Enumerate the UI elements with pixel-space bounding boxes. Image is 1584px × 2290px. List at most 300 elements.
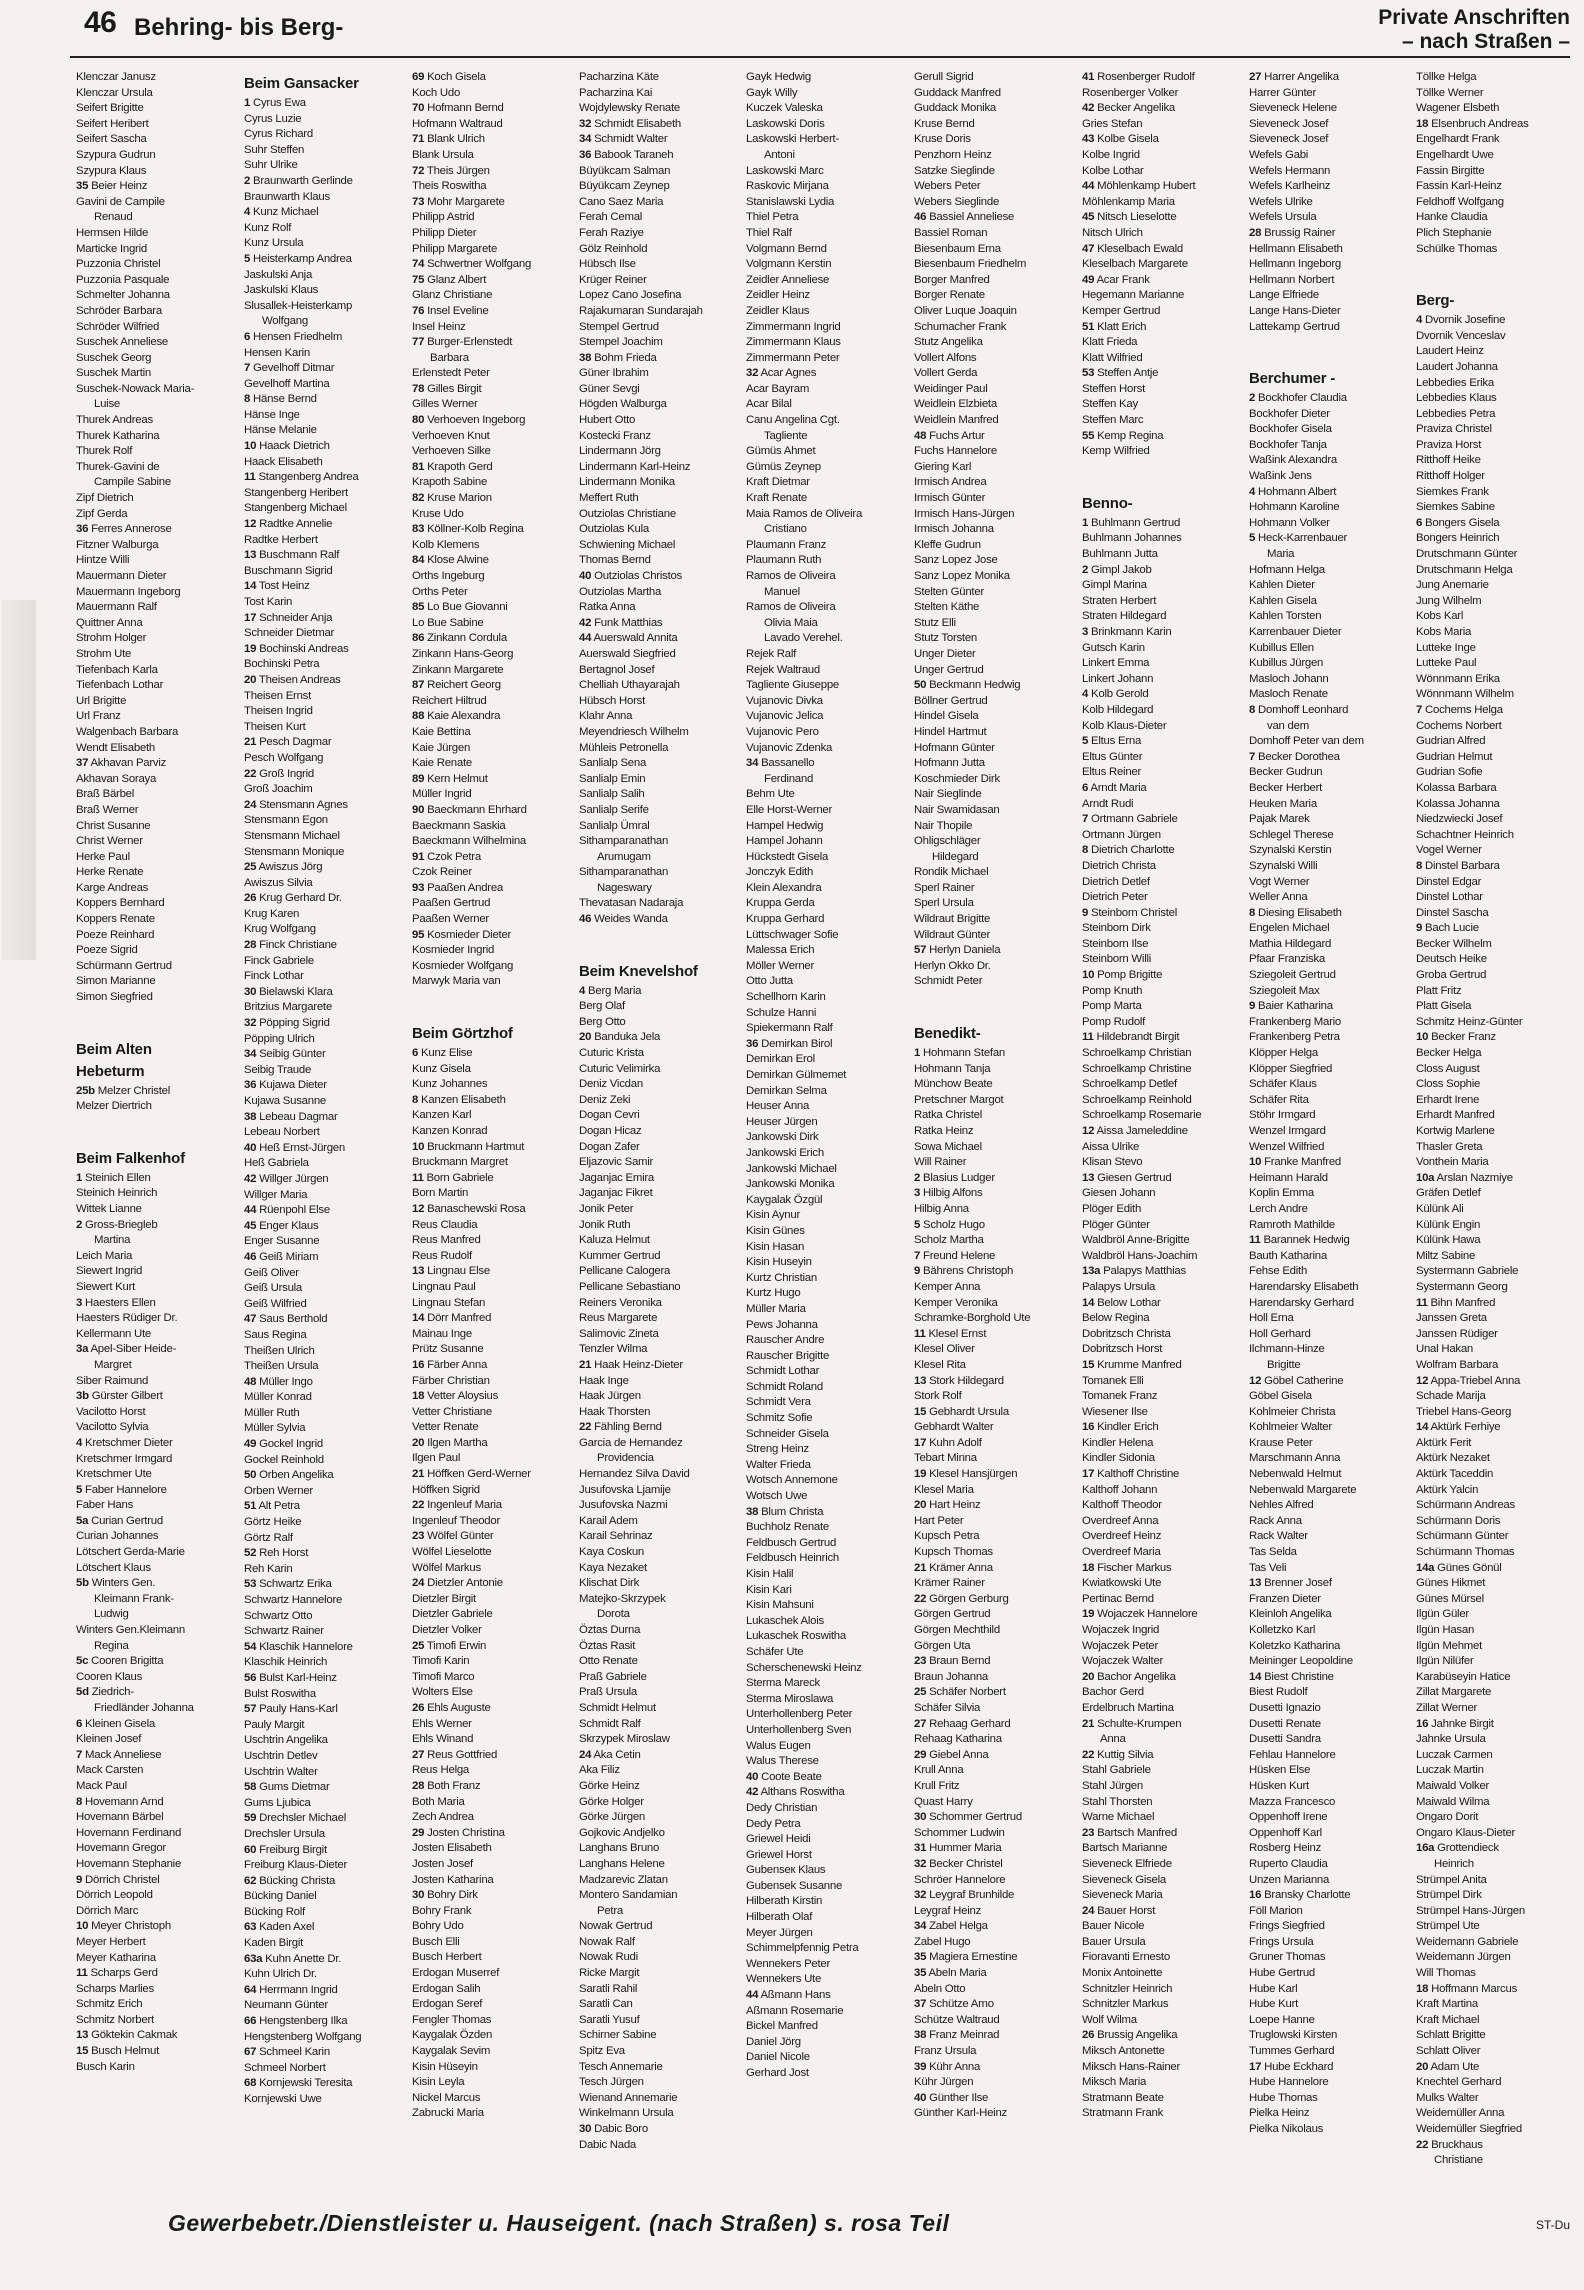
directory-entry: Praviza Christel [1416,423,1492,436]
directory-entry: Ilgün Mehmet [1416,1639,1483,1652]
directory-entry: Stratmann Frank [1082,2107,1164,2120]
directory-entry: Büyükcam Salman [579,164,671,177]
directory-entry: Sanlialp Salih [579,788,645,801]
directory-entry: Görgen Gertrud [914,1608,991,1621]
directory-entry: Sieveneck Josef [1249,133,1329,146]
directory-entry: Strümpel Dirk [1416,1889,1482,1902]
directory-entry: Kurtz Hugo [746,1287,801,1300]
house-number: 17 [244,611,257,624]
directory-entry: Skrzypek Miroslaw [579,1733,670,1746]
directory-entry: Lutteke Paul [1416,657,1477,670]
directory-entry: Sanz Lopez Monika [914,570,1010,582]
directory-entry: Schürmann Gertrud [76,959,172,972]
directory-entry: Lavado Verehel. [764,632,843,645]
house-number: 8 [412,1093,419,1106]
directory-entry: Stelten Günter [914,585,984,598]
directory-entry: 95 Kosmieder Dieter [412,928,512,941]
house-number: 63 [244,1921,257,1934]
directory-entry: Karrenbauer Dieter [1249,626,1342,638]
directory-entry: Görtz Heike [244,1516,302,1529]
directory-entry: Kobs Maria [1416,626,1472,638]
directory-entry: 14 Tost Heinz [244,580,310,593]
house-number: 37 [914,1998,927,2011]
house-number: 1 [1082,516,1089,529]
directory-entry: Görgen Uta [914,1639,971,1652]
directory-entry: Gimpl Marina [1082,579,1147,592]
house-number: 7 [914,1249,921,1262]
house-number: 44 [746,1989,759,2002]
directory-entry: Gries Stefan [1082,117,1143,130]
directory-entry: 34 Schmidt Walter [579,133,668,146]
column-6 [914,70,1082,2205]
directory-entry: Schmitz Heinz-Günter [1416,1015,1523,1028]
house-number: 49 [1082,273,1095,286]
house-number: 62 [244,1874,257,1887]
directory-entry: 17 Kuhn Adolf [914,1436,982,1449]
house-number: 19 [244,642,257,655]
house-number: 18 [1416,117,1429,130]
directory-entry: Hellmann Ingeborg [1249,258,1341,271]
directory-entry: Krug Karen [244,907,300,920]
directory-entry: 38 Franz Meinrad [914,2029,1000,2042]
directory-entry: Spitz Eva [579,2045,625,2058]
directory-entry: 67 Schmeel Karin [244,2046,330,2059]
directory-entry: Schmitz Norbert [76,2013,154,2026]
directory-entry: Bassiel Roman [914,226,988,239]
house-number: 2 [914,1171,921,1184]
directory-entry: Hilberath Olaf [746,1911,813,1924]
directory-entry: Kaygalak Özden [412,2029,493,2042]
house-number: 9 [914,1265,921,1278]
directory-entry: Bauth Katharina [1249,1249,1327,1262]
house-number: 81 [412,460,425,473]
directory-entry: Simon Marianne [76,975,156,988]
house-number: 38 [746,1505,759,1518]
directory-entry: 2 Gimpl Jakob [1082,563,1152,576]
house-number: 10a [1416,1171,1435,1184]
directory-entry: Lattekamp Gertrud [1249,320,1340,333]
directory-entry: Pfaar Franziska [1249,953,1326,966]
house-number: 13 [1082,1171,1095,1184]
directory-entry: Schroelkamp Detlef [1082,1078,1177,1091]
directory-entry: Tomanek Franz [1082,1390,1158,1403]
house-number: 21 [914,1561,927,1574]
house-number: 16 [1249,1889,1262,1902]
directory-entry: Busch Herbert [412,1951,482,1964]
directory-entry: Vacilotto Sylvia [76,1421,149,1434]
directory-entry: 7 Becker Dorothea [1249,750,1340,763]
directory-entry: Gerull Sigrid [914,71,974,83]
directory-entry: Margret [94,1358,132,1371]
directory-entry: Cyrus Richard [244,128,313,141]
directory-entry: Linkert Johann [1082,672,1154,685]
directory-entry: Closs August [1416,1062,1480,1075]
directory-entry: Outziolas Martha [579,585,662,598]
directory-entry: Cochems Norbert [1416,719,1502,732]
directory-entry: Prütz Susanne [412,1343,484,1356]
directory-entry: 11 Bihn Manfred [1416,1296,1496,1309]
directory-entry: Leich Maria [76,1249,133,1262]
directory-entry: Siber Raimund [76,1374,149,1387]
directory-entry: Wennekers Ute [746,1973,822,1986]
directory-entry: Schröder Barbara [76,304,162,317]
directory-entry: Vacilotto Horst [76,1405,146,1418]
directory-entry: Lingnau Stefan [412,1296,486,1309]
directory-entry: Unal Hakan [1416,1343,1474,1356]
directory-entry: Nair Swamidasan [914,803,1000,816]
directory-entry: Zimmermann Ingrid [746,320,841,333]
directory-entry: Kruse Udo [412,507,464,520]
directory-entry: Maria [1267,548,1295,561]
directory-entry: 10 Meyer Christoph [76,1920,171,1933]
directory-entry: Seifert Heribert [76,117,149,130]
house-number: 74 [412,258,425,271]
house-number: 14 [1249,1670,1262,1683]
directory-entry: Steffen Kay [1082,398,1138,411]
directory-entry: Verhoeven Silke [412,445,491,458]
directory-entry: Schnitzler Heinrich [1082,1982,1173,1995]
directory-entry: Cristiano [764,523,807,536]
house-number: 5 [244,252,251,265]
directory-entry: Ehls Winand [412,1733,474,1746]
directory-entry: Gudrian Sofie [1416,766,1483,779]
directory-entry: 8 Dietrich Charlotte [1082,844,1175,857]
house-number: 12 [412,1202,425,1215]
directory-entry: 22 Ingenleuf Maria [412,1499,502,1512]
directory-entry: Kolb Hildegard [1082,703,1154,716]
directory-entry: Weidlein Elzbieta [914,398,997,411]
directory-entry: Klesel Oliver [914,1343,975,1356]
directory-entry: Kisin Kari [746,1583,792,1596]
house-number: 17 [914,1436,927,1449]
house-number: 86 [412,632,425,645]
directory-entry: Mauermann Ingeborg [76,585,181,598]
directory-entry: 5 Eltus Erna [1082,735,1142,748]
directory-entry: Sithamparanathan [579,835,669,848]
house-number: 90 [412,803,425,816]
directory-entry: Dusetti Sandra [1249,1733,1321,1746]
directory-entry: Cuturic Krista [579,1047,644,1060]
directory-entry: 25 Awiszus Jörg [244,861,323,874]
directory-entry: 89 Kern Helmut [412,772,488,785]
directory-entry: Enger Susanne [244,1235,320,1248]
directory-entry: Vollert Gerda [914,367,978,380]
directory-entry: Wönnmann Erika [1416,672,1500,685]
directory-entry: Becker Helga [1416,1047,1482,1060]
directory-entry: Pacharzina Kai [579,86,653,99]
directory-entry: Koppers Bernhard [76,897,165,910]
house-number: 6 [244,330,251,343]
directory-entry: Kornjewski Uwe [244,2093,322,2105]
directory-entry: Penzhorn Heinz [914,148,992,161]
house-number: 11 [914,1327,926,1340]
directory-entry: Stensmann Michael [244,829,340,842]
house-number: 46 [244,1250,257,1263]
house-number: 7 [1416,703,1423,716]
directory-entry: 5c Cooren Brigitta [76,1655,164,1668]
street-heading: Beim Knevelshof [579,962,698,980]
house-number: 5a [76,1514,89,1527]
directory-entry: Friedländer Johanna [94,1702,194,1714]
directory-entry: Thurek-Gavini de [76,460,160,473]
directory-entry: 14 Aktürk Ferhiye [1416,1421,1501,1434]
directory-entry: Schürmann Doris [1416,1514,1501,1527]
house-number: 16a [1416,1842,1435,1855]
directory-entry: 42 Willger Jürgen [244,1172,329,1185]
directory-entry: 9 Bach Lucie [1416,922,1479,935]
directory-entry: 11 Barannek Hedwig [1249,1234,1350,1247]
house-number: 7 [1249,750,1256,763]
directory-entry: 15 Krumme Manfred [1082,1358,1182,1371]
directory-entry: 8 Hovemann Arnd [76,1795,164,1808]
directory-entry: Stensmann Monique [244,845,345,858]
directory-entry: Schwartz Hannelore [244,1594,343,1606]
directory-entry: Klisan Stevo [1082,1156,1143,1169]
house-number: 51 [1082,320,1095,333]
house-number: 44 [1082,180,1095,193]
directory-entry: 12 Göbel Catherine [1249,1374,1344,1387]
directory-entry: 44 Auerswald Annita [579,632,678,645]
directory-entry: 25 Schäfer Norbert [914,1686,1006,1699]
directory-entry: Weller Anna [1249,891,1308,904]
directory-entry: Nair Sieglinde [914,788,982,801]
directory-entry: Heuken Maria [1249,797,1317,810]
directory-entry: Aissa Ulrike [1082,1140,1140,1153]
directory-entry: 15 Gebhardt Ursula [914,1405,1009,1418]
directory-entry: 64 Herrmann Ingrid [244,1983,338,1996]
directory-entry: Stangenberg Michael [244,502,347,515]
directory-entry: Erhardt Manfred [1416,1109,1495,1122]
directory-entry: Meininger Leopoldine [1249,1655,1353,1668]
directory-entry: Mauermann Dieter [76,570,167,582]
directory-entry: Stempel Joachim [579,336,663,349]
directory-entry: Höffken Sigrid [412,1483,480,1496]
directory-entry: Kleselbach Margarete [1082,258,1188,271]
directory-entry: Walter Frieda [746,1458,811,1471]
house-number: 10 [244,440,257,453]
house-number: 22 [1082,1748,1095,1761]
directory-entry: Ritthoff Heike [1416,454,1481,467]
directory-entry: Unterhollenberg Sven [746,1723,852,1736]
directory-entry: Heuser Jürgen [746,1115,818,1128]
directory-entry: Wefels Ulrike [1249,195,1313,208]
directory-entry: 4 Kunz Michael [244,206,319,219]
directory-entry: Hintze Willi [76,554,130,567]
house-number: 85 [412,601,425,614]
directory-entry: Wölfel Lieselotte [412,1546,492,1559]
house-number: 77 [412,336,425,349]
directory-entry: Büyükcam Zeynep [579,180,670,193]
directory-entry: Münchow Beate [914,1078,993,1091]
directory-entry: Plöger Günter [1082,1218,1150,1231]
directory-entry: Maiwald Volker [1416,1779,1490,1792]
directory-entry: Janssen Greta [1416,1312,1487,1325]
directory-entry: Vollert Alfons [914,351,977,364]
directory-entry: Warne Michael [1082,1811,1155,1824]
directory-entry: 20 Ilgen Martha [412,1436,488,1449]
directory-entry: Jahnke Ursula [1416,1733,1486,1746]
directory-entry: 24 Stensmann Agnes [244,798,348,811]
directory-entry: 85 Lo Bue Giovanni [412,601,508,614]
directory-entry: Schütze Waltraud [914,2013,1000,2026]
house-number: 53 [1082,367,1095,380]
directory-entry: 4 Kretschmer Dieter [76,1436,173,1449]
directory-entry: 7 Ortmann Gabriele [1082,813,1178,826]
house-number: 22 [412,1499,425,1512]
house-number: 27 [1249,71,1262,83]
directory-entry: Strümpel Ute [1416,1920,1480,1933]
house-number: 20 [1082,1670,1095,1683]
house-number: 30 [412,1889,425,1902]
directory-entry: Külünk Engin [1416,1218,1481,1231]
directory-entry: Wildraut Günter [914,928,991,941]
directory-entry: Bulst Roswitha [244,1687,316,1700]
house-number: 20 [579,1031,592,1044]
directory-entry: Buchholz Renate [746,1521,830,1534]
directory-entry: Haesters Rüdiger Dr. [76,1312,178,1325]
directory-entry: Closs Sophie [1416,1078,1481,1091]
directory-entry: Färber Christian [412,1374,490,1387]
directory-entry: 41 Rosenberger Rudolf [1082,71,1195,83]
directory-entry: Deniz Zeki [579,1093,631,1106]
directory-entry: Kleimann Frank- [94,1592,174,1605]
directory-entry: Ingenleuf Theodor [412,1514,501,1527]
house-number: 19 [1082,1608,1095,1621]
section-gap [579,928,747,958]
directory-entry: Luczak Martin [1416,1764,1484,1777]
directory-entry: Tiefenbach Karla [76,663,158,676]
directory-entry: Gölz Reinhold [579,242,648,255]
directory-entry: Lange Elfriede [1249,289,1319,302]
directory-entry: 51 Alt Petra [244,1500,300,1513]
directory-entry: Steinborn Ilse [1082,937,1149,950]
directory-entry: Dietrich Christa [1082,859,1156,872]
directory-entry: Hernandez Silva David [579,1468,690,1481]
directory-entry: 7 Freund Helene [914,1249,996,1262]
house-number: 10 [1082,969,1095,982]
directory-entry: 37 Schütze Arno [914,1998,994,2011]
directory-entry: Schäfer Silvia [914,1701,981,1714]
directory-entry: Kurtz Christian [746,1271,817,1284]
directory-entry: Hellmann Elisabeth [1249,242,1343,255]
directory-entry: Lange Hans-Dieter [1249,304,1341,317]
directory-entry: Overdreef Maria [1082,1546,1161,1559]
directory-entry: 16 Bransky Charlotte [1249,1889,1351,1902]
directory-entry: Aktürk Ferit [1416,1436,1472,1449]
directory-entry: Dorota [597,1608,630,1621]
directory-entry: Zinkann Hans-Georg [412,647,514,660]
house-number: 40 [579,570,592,582]
directory-entry: 7 Cochems Helga [1416,703,1503,716]
directory-entry: Franz Ursula [914,2045,977,2058]
directory-entry: Gevelhoff Martina [244,377,330,390]
directory-entry: 4 Berg Maria [579,984,642,997]
directory-entry: Plöger Edith [1082,1202,1142,1215]
column-4 [579,70,747,2205]
directory-entry: 20 Adam Ute [1416,2060,1480,2073]
directory-entry: Harrer Günter [1249,86,1317,99]
directory-entry: Weidemüller Siegfried [1416,2123,1522,2135]
directory-entry: 13 Giesen Gertrud [1082,1171,1172,1184]
directory-entry: Suschek-Nowack Maria- [76,382,195,395]
house-number: 10 [76,1920,89,1933]
directory-entry: Rack Anna [1249,1514,1302,1527]
directory-entry: 6 Hensen Friedhelm [244,330,343,343]
directory-entry: 72 Theis Jürgen [412,164,490,177]
directory-entry: Görgen Mechthild [914,1624,1000,1636]
house-number: 34 [579,133,592,146]
directory-entry: Braunwarth Klaus [244,190,330,203]
directory-entry: Dogan Cevri [579,1109,640,1122]
house-number: 17 [1249,2060,1262,2073]
directory-entry: Kahlen Torsten [1249,610,1322,623]
street-range: Behring- bis Berg- [134,14,344,41]
directory-entry: Schade Marija [1416,1390,1486,1403]
directory-entry: Görke Jürgen [579,1811,646,1824]
house-number: 51 [244,1500,257,1513]
directory-entry: Lukaschek Roswitha [746,1630,846,1643]
directory-entry: Thomas Bernd [579,554,651,567]
directory-entry: Haak Inge [579,1374,629,1387]
directory-entry: Systermann Georg [1416,1280,1508,1293]
directory-entry: Tomanek Elli [1082,1374,1144,1387]
directory-entry: Spiekermann Ralf [746,1022,833,1035]
directory-entry: Kruppa Gerhard [746,913,825,926]
directory-entry: Finck Lothar [244,970,304,983]
directory-entry: Pielka Nikolaus [1249,2123,1324,2135]
house-number: 23 [914,1655,927,1668]
directory-entry: Sanz Lopez Jose [914,554,998,567]
directory-entry: Müller Konrad [244,1391,312,1404]
directory-entry: Klöpper Helga [1249,1047,1318,1060]
directory-entry: 24 Bauer Horst [1082,1904,1156,1917]
house-number: 70 [412,102,425,115]
house-number: 14 [1416,1421,1429,1434]
directory-entry: Quast Harry [914,1795,973,1808]
directory-entry: Rack Walter [1249,1530,1308,1543]
house-number: 52 [244,1547,257,1560]
directory-entry: 34 Zabel Helga [914,1920,988,1933]
directory-entry: Schlatt Oliver [1416,2045,1481,2058]
directory-entry: Kalthoff Theodor [1082,1499,1162,1512]
directory-entry: Brigitte [1267,1358,1301,1371]
directory-entry: Baeckmann Wilhelmina [412,835,527,848]
directory-entry: Kleinloh Angelika [1249,1608,1332,1621]
house-number: 34 [914,1920,927,1933]
directory-entry: Jaganjac Fikret [579,1187,653,1200]
directory-entry: Vujanovic Divka [746,694,823,707]
directory-entry: Will Thomas [1416,1967,1476,1980]
directory-entry: Erdogan Muserref [412,1967,500,1980]
directory-entry: Görtz Ralf [244,1531,293,1544]
directory-entry: Schmitz Sofie [746,1412,813,1425]
directory-entry: Oppenhoff Karl [1249,1826,1322,1839]
section-gap [412,990,580,1020]
directory-entry: Puzzonia Pasquale [76,273,170,286]
directory-entry: 29 Josten Christina [412,1826,505,1839]
directory-entry: Winters Gen.Kleimann [76,1624,185,1637]
directory-entry: 26 Krug Gerhard Dr. [244,892,342,905]
directory-entry: Suhr Steffen [244,143,305,156]
directory-entry: Blank Ursula [412,148,474,161]
directory-entry: Dietrich Peter [1082,891,1148,904]
house-number: 5c [76,1655,89,1668]
directory-entry: Hofmann Waltraud [412,117,503,130]
house-number: 68 [244,2077,257,2090]
directory-entry: Groß Joachim [244,783,313,796]
directory-entry: Stratmann Beate [1082,2091,1164,2104]
house-number: 13 [412,1265,425,1278]
